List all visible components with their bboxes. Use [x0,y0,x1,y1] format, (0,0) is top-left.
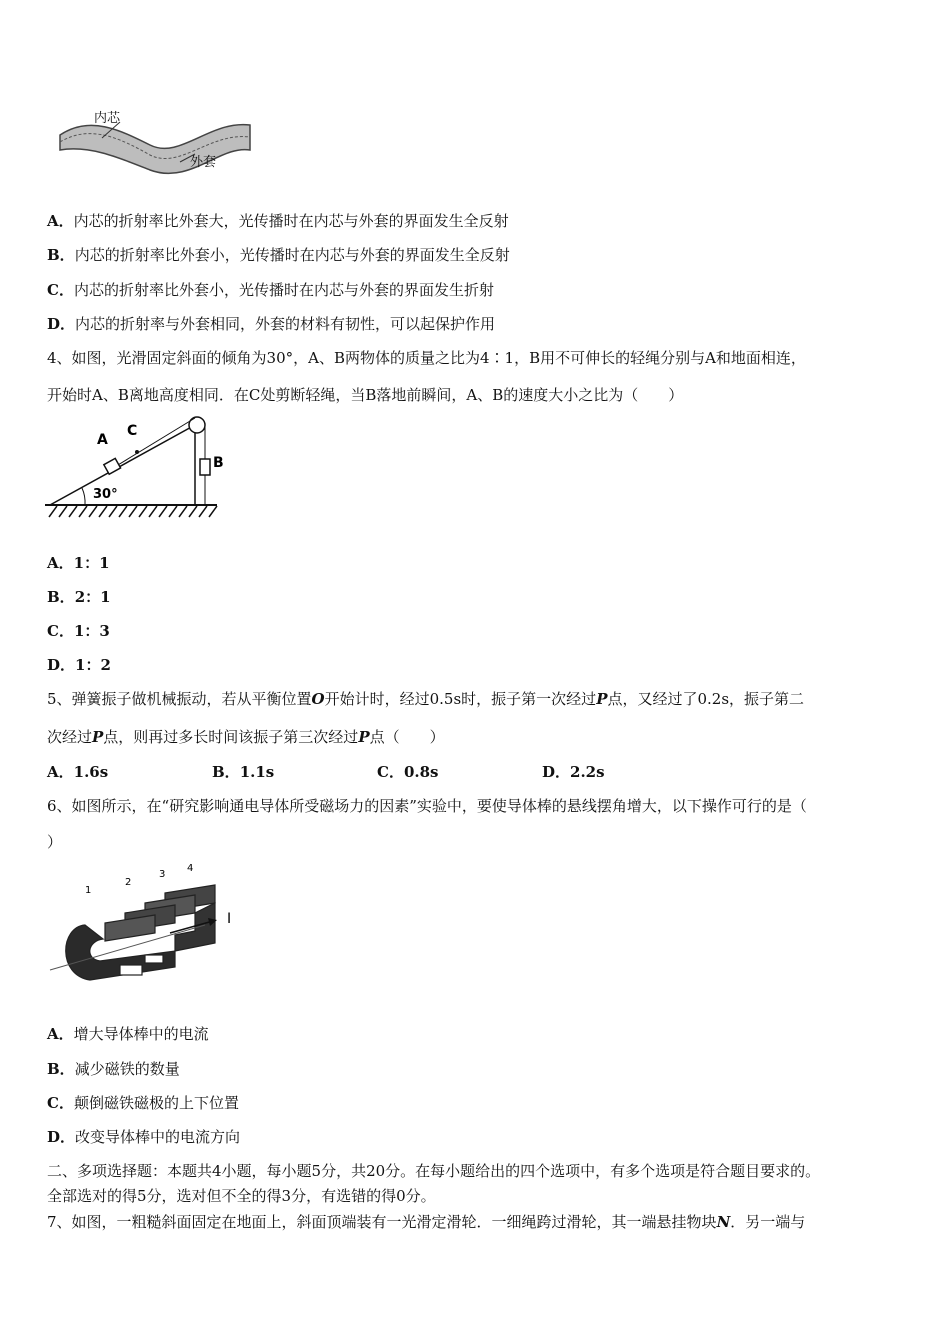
q5-option-a: A．1.6s [47,763,109,781]
q5-option-d: D．2.2s [542,763,605,781]
label-2: 2 [125,877,132,888]
label-cladding: 外套 [190,155,217,170]
q4-stem-line1: 4、如图，光滑固定斜面的倾角为30°，A、B两物体的质量之比为4∶1，B用不可伸长的轻绳分别与A和地面相连， [47,349,806,367]
option-b: B．内芯的折射率比外套小，光传播时在内芯与外套的界面发生全反射 [47,246,510,264]
option-d: D．内芯的折射率与外套相同，外套的材料有韧性，可以起保护作用 [47,315,496,333]
label-current: I [227,911,232,927]
q6-stem-line1: 6、如图所示，在“研究影响通电导体所受磁场力的因素”实验中，要使导体棒的悬线摆角增大，以下操作可行的是（ [47,797,807,815]
label-4: 4 [187,863,194,874]
magnets [66,885,215,980]
fiber-cladding [60,125,250,174]
label-c: C [127,423,138,439]
pulley [189,417,205,433]
block-a [104,458,121,474]
q4-option-c: C．1：3 [47,622,110,640]
q4-option-d: D．1：2 [47,656,111,674]
option-a: A．内芯的折射率比外套大，光传播时在内芯与外套的界面发生全反射 [47,212,509,230]
q5-stem-line1: 5、弹簧振子做机械振动，若从平衡位置O开始计时，经过0.5s时，振子第一次经过P点，又经过了0.2s，振子第二 [47,690,805,708]
incline [50,425,195,505]
magnet-figure [45,855,245,995]
q5-option-b: B．1.1s [212,763,275,781]
option-c: C．内芯的折射率比外套小，光传播时在内芯与外套的界面发生折射 [47,281,494,299]
section-2-heading-line2: 全部选对的得5分，选对但不全的得3分，有选错的得0分。 [47,1187,436,1205]
q6-option-d: D．改变导体棒中的电流方向 [47,1128,241,1146]
q4-stem-line2: 开始时A、B离地高度相同．在C处剪断轻绳，当B落地前瞬间，A、B的速度大小之比为（ ） [47,386,684,404]
q5-stem-line2: 次经过P点，则再过多长时间该振子第三次经过P点（ ） [47,728,445,746]
q4-option-a: A．1：1 [47,554,110,572]
q6-option-b: B．减少磁铁的数量 [47,1060,180,1078]
q4-option-b: B．2：1 [47,588,111,606]
label-core: 内芯 [94,111,121,126]
label-a: A [97,432,108,448]
point-c [135,450,139,454]
q6-option-a: A．增大导体棒中的电流 [47,1025,209,1043]
q6-option-c: C．颠倒磁铁磁极的上下位置 [47,1094,239,1112]
section-2-heading-line1: 二、多项选择题：本题共4小题，每小题5分，共20分。在每小题给出的四个选项中，有多个选项是符合题目要求的。 [47,1162,821,1180]
label-1: 1 [85,885,92,896]
label-3: 3 [159,869,166,880]
q6-stem-line2: ） [47,833,63,851]
label-b: B [213,455,224,471]
q7-stem: 7、如图，一粗糙斜面固定在地面上，斜面顶端装有一光滑定滑轮．一细绳跨过滑轮，其一端悬挂物块N．另一端与 [47,1213,806,1231]
q5-option-c: C．0.8s [377,763,439,781]
block-b [200,459,210,475]
incline-figure [45,415,225,520]
label-angle: 30° [93,487,118,502]
optical-fiber-figure [50,100,265,180]
